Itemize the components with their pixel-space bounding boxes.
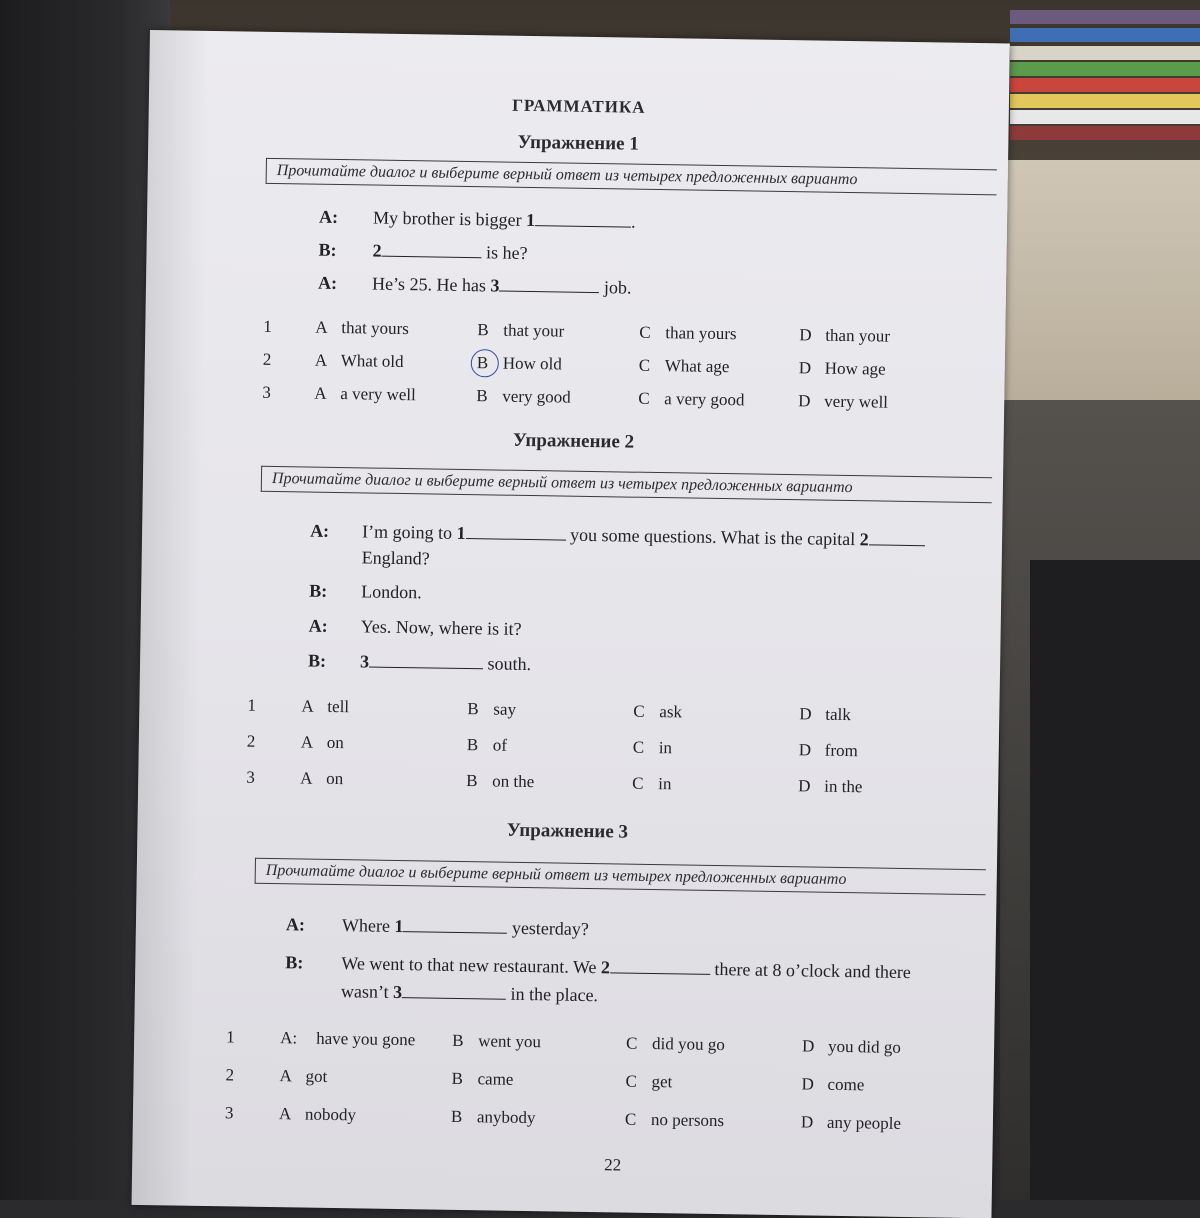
option-letter: B xyxy=(476,386,488,406)
dialog-text: London. xyxy=(361,581,422,603)
option-text: come xyxy=(827,1074,865,1095)
option-d[interactable] xyxy=(799,704,851,725)
option-text: in xyxy=(658,774,672,794)
dialog-text: south. xyxy=(482,653,532,675)
exercise-1-instruction: Прочитайте диалог и выберите верный ответ из четырех предложенных варианто xyxy=(266,158,997,195)
option-text: any people xyxy=(826,1112,902,1133)
gap-number: 3 xyxy=(392,981,403,1003)
option-letter: D xyxy=(798,776,811,796)
option-letter: B xyxy=(477,320,489,340)
option-text: anybody xyxy=(476,1107,536,1128)
option-c[interactable] xyxy=(626,1034,725,1056)
option-letter: D xyxy=(799,704,812,724)
option-text: than your xyxy=(825,325,891,346)
option-a[interactable] xyxy=(279,1066,327,1087)
speaker-label: A: xyxy=(308,615,328,636)
dialog-text: My brother is bigger xyxy=(372,207,527,230)
option-c[interactable] xyxy=(638,389,745,411)
exercise-2-heading: Упражнение 2 xyxy=(512,429,635,453)
option-d[interactable] xyxy=(799,325,890,346)
option-letter: C xyxy=(638,388,650,408)
option-row-number: 1 xyxy=(247,695,257,715)
answer-blank xyxy=(403,930,507,934)
option-a[interactable] xyxy=(301,696,349,717)
option-c[interactable] xyxy=(625,1072,672,1093)
option-a[interactable] xyxy=(314,384,416,406)
exercise-3-instruction: Прочитайте диалог и выберите верный ответ из четырех предложенных варианто xyxy=(255,858,986,895)
option-letter: A xyxy=(278,1104,292,1124)
option-letter: C xyxy=(625,1071,638,1091)
option-letter: A xyxy=(314,383,327,403)
option-text: got xyxy=(305,1066,328,1086)
dialog-text: there at 8 o’clock and there xyxy=(709,958,912,983)
speaker-label: A: xyxy=(309,520,330,541)
option-text: get xyxy=(651,1072,673,1092)
answer-blank xyxy=(535,224,631,228)
speaker-label: B: xyxy=(285,952,304,973)
option-letter: A xyxy=(314,350,328,370)
option-c[interactable] xyxy=(632,774,672,795)
option-letter: C xyxy=(638,355,651,375)
worksheet-page xyxy=(132,30,1010,1218)
option-letter: C xyxy=(639,322,651,342)
gap-number: 1 xyxy=(456,522,466,544)
dialog-text: We went to that new restaurant. We xyxy=(341,953,602,978)
option-text: than yours xyxy=(665,323,737,344)
option-letter: A xyxy=(301,696,314,716)
option-text: What age xyxy=(664,356,730,377)
option-row-number: 2 xyxy=(246,731,256,751)
option-text: tell xyxy=(327,696,350,717)
option-text: nobody xyxy=(304,1104,357,1125)
dialog-text: . xyxy=(630,211,636,232)
page-title: ГРАММАТИКА xyxy=(512,95,646,117)
dialog-line xyxy=(362,521,925,551)
background-wall xyxy=(1000,160,1200,400)
option-b[interactable] xyxy=(452,1031,541,1052)
option-d[interactable] xyxy=(801,1112,901,1134)
dialog-text: England? xyxy=(361,547,430,569)
option-letter: A xyxy=(300,768,313,788)
option-text: did you go xyxy=(651,1034,726,1055)
answer-blank xyxy=(402,996,506,1000)
gap-number: 2 xyxy=(372,240,382,261)
book-spine xyxy=(1010,28,1200,42)
option-text: talk xyxy=(825,704,851,725)
option-a[interactable] xyxy=(300,768,343,789)
option-a[interactable] xyxy=(301,732,344,753)
option-letter: A xyxy=(315,317,328,337)
option-letter: C xyxy=(624,1109,637,1129)
book-spine xyxy=(1010,62,1200,76)
book-spine xyxy=(1010,46,1200,60)
option-text: very good xyxy=(502,386,571,407)
book-spine xyxy=(1010,110,1200,124)
option-text: on the xyxy=(492,771,535,792)
exercise-1-heading: Упражнение 1 xyxy=(517,131,639,155)
dialog-line xyxy=(373,208,636,233)
dialog-line xyxy=(361,581,422,603)
option-letter: D xyxy=(801,1036,815,1056)
speaker-label: A: xyxy=(318,206,339,227)
dialog-text: in the place. xyxy=(505,983,599,1006)
option-text: came xyxy=(477,1069,514,1089)
option-letter: B xyxy=(450,1106,463,1127)
option-row-number: 3 xyxy=(246,767,255,787)
option-b-selected[interactable] xyxy=(477,353,562,374)
option-a[interactable] xyxy=(279,1104,356,1125)
speaker-label: A: xyxy=(285,914,306,935)
option-c[interactable] xyxy=(633,738,673,759)
option-a[interactable] xyxy=(315,318,409,339)
option-letter: D xyxy=(801,1074,814,1094)
option-text: on xyxy=(326,768,344,789)
option-text: ask xyxy=(659,702,683,722)
speaker-label: B: xyxy=(307,650,327,671)
dialog-text: you some questions. What is the capital xyxy=(565,524,860,550)
dialog-text: is he? xyxy=(481,242,528,263)
exercise-2-instruction: Прочитайте диалог и выберите верный ответ из четырех предложенных варианто xyxy=(261,466,992,503)
answer-blank xyxy=(466,537,566,541)
gap-number: 1 xyxy=(394,915,404,937)
option-text: that yours xyxy=(341,318,410,339)
dialog-text: He’s 25. He has xyxy=(371,273,491,296)
option-letter: C xyxy=(633,701,645,721)
option-text: in xyxy=(658,738,673,758)
option-letter: D xyxy=(799,325,812,345)
dialog-line xyxy=(372,274,632,299)
option-letter: D xyxy=(798,391,811,411)
answer-blank xyxy=(369,666,483,670)
book-spine xyxy=(1010,94,1200,108)
option-letter: C xyxy=(632,737,645,757)
dialog-line xyxy=(341,953,911,983)
option-letter: B xyxy=(452,1030,464,1051)
option-letter: D xyxy=(800,1112,814,1132)
option-a[interactable] xyxy=(280,1028,415,1050)
option-letter: B xyxy=(466,771,478,791)
speaker-label: B: xyxy=(318,239,337,260)
option-d[interactable] xyxy=(798,776,863,797)
dialog-line xyxy=(342,915,589,940)
dialog-text: job. xyxy=(599,277,632,298)
option-row-number: 1 xyxy=(226,1027,235,1047)
dialog-line xyxy=(360,616,521,640)
option-d[interactable] xyxy=(798,391,888,412)
option-text: went you xyxy=(478,1031,542,1052)
option-letter: C xyxy=(632,773,644,793)
gap-number: 1 xyxy=(525,209,536,231)
background-chair xyxy=(1030,560,1200,1200)
book-spine xyxy=(1010,78,1200,92)
option-text: say xyxy=(493,699,517,719)
option-text: on xyxy=(326,732,344,753)
exercise-3-heading: Упражнение 3 xyxy=(506,819,629,843)
option-letter: B xyxy=(467,699,479,719)
option-text: of xyxy=(492,735,508,755)
option-c[interactable] xyxy=(639,323,737,345)
option-letter: A: xyxy=(280,1028,298,1048)
gap-number: 2 xyxy=(600,957,611,978)
option-text: you did go xyxy=(827,1036,901,1057)
option-text: How age xyxy=(824,358,886,379)
option-b[interactable] xyxy=(476,386,571,407)
gap-number: 3 xyxy=(359,651,370,672)
dialog-text: I’m going to xyxy=(361,521,457,543)
option-a[interactable] xyxy=(315,351,404,372)
option-b[interactable] xyxy=(451,1069,513,1090)
option-b[interactable] xyxy=(477,320,564,341)
bookshelf xyxy=(1010,0,1200,150)
option-text: from xyxy=(824,740,858,761)
dialog-text: Yes. Now, where is it? xyxy=(360,616,522,639)
option-row-number: 2 xyxy=(262,349,272,369)
option-row-number: 3 xyxy=(224,1103,234,1123)
option-text: have you gone xyxy=(316,1028,416,1050)
dialog-line xyxy=(362,547,430,569)
dialog-line xyxy=(360,651,531,675)
option-d[interactable] xyxy=(799,358,886,379)
option-letter: A xyxy=(279,1066,293,1086)
option-b[interactable] xyxy=(467,699,516,720)
option-d[interactable] xyxy=(802,1036,901,1058)
answer-blank xyxy=(869,543,925,546)
option-d[interactable] xyxy=(799,740,858,761)
option-text: very well xyxy=(824,391,889,412)
option-text: a very well xyxy=(340,384,416,405)
option-text: in the xyxy=(824,776,863,797)
dialog-text: Where xyxy=(341,915,395,936)
option-d[interactable] xyxy=(801,1074,864,1095)
option-letter: B xyxy=(451,1068,464,1089)
answer-blank xyxy=(499,290,599,294)
option-b[interactable] xyxy=(466,771,534,792)
dialog-text: wasn’t xyxy=(340,981,394,1002)
answer-blank xyxy=(610,971,710,975)
option-c[interactable] xyxy=(633,702,682,723)
option-letter: A xyxy=(300,732,314,752)
speaker-label: B: xyxy=(309,580,328,601)
option-letter: B xyxy=(466,735,479,755)
dialog-line xyxy=(341,981,598,1006)
option-text: How old xyxy=(502,353,562,374)
option-letter: B xyxy=(476,353,489,373)
book-spine xyxy=(1010,10,1200,24)
option-letter: D xyxy=(798,358,812,378)
option-b[interactable] xyxy=(451,1107,536,1128)
dialog-line xyxy=(372,241,527,264)
gap-number: 2 xyxy=(859,529,869,550)
option-row-number: 2 xyxy=(225,1065,235,1085)
option-letter: D xyxy=(798,740,812,760)
answer-blank xyxy=(381,255,481,259)
option-row-number: 3 xyxy=(262,382,271,402)
option-letter: C xyxy=(625,1033,638,1053)
option-text: no persons xyxy=(650,1110,725,1131)
option-text: What old xyxy=(340,351,404,372)
option-c[interactable] xyxy=(625,1110,725,1132)
option-c[interactable] xyxy=(639,356,730,377)
option-text: a very good xyxy=(664,389,745,410)
gap-number: 3 xyxy=(490,275,500,296)
dialog-text: yesterday? xyxy=(507,917,590,940)
option-text: that your xyxy=(503,320,565,341)
book-spine xyxy=(1010,126,1200,140)
page-number: 22 xyxy=(604,1155,622,1175)
option-row-number: 1 xyxy=(263,316,273,336)
speaker-label: A: xyxy=(317,272,338,293)
option-b[interactable] xyxy=(467,735,507,756)
